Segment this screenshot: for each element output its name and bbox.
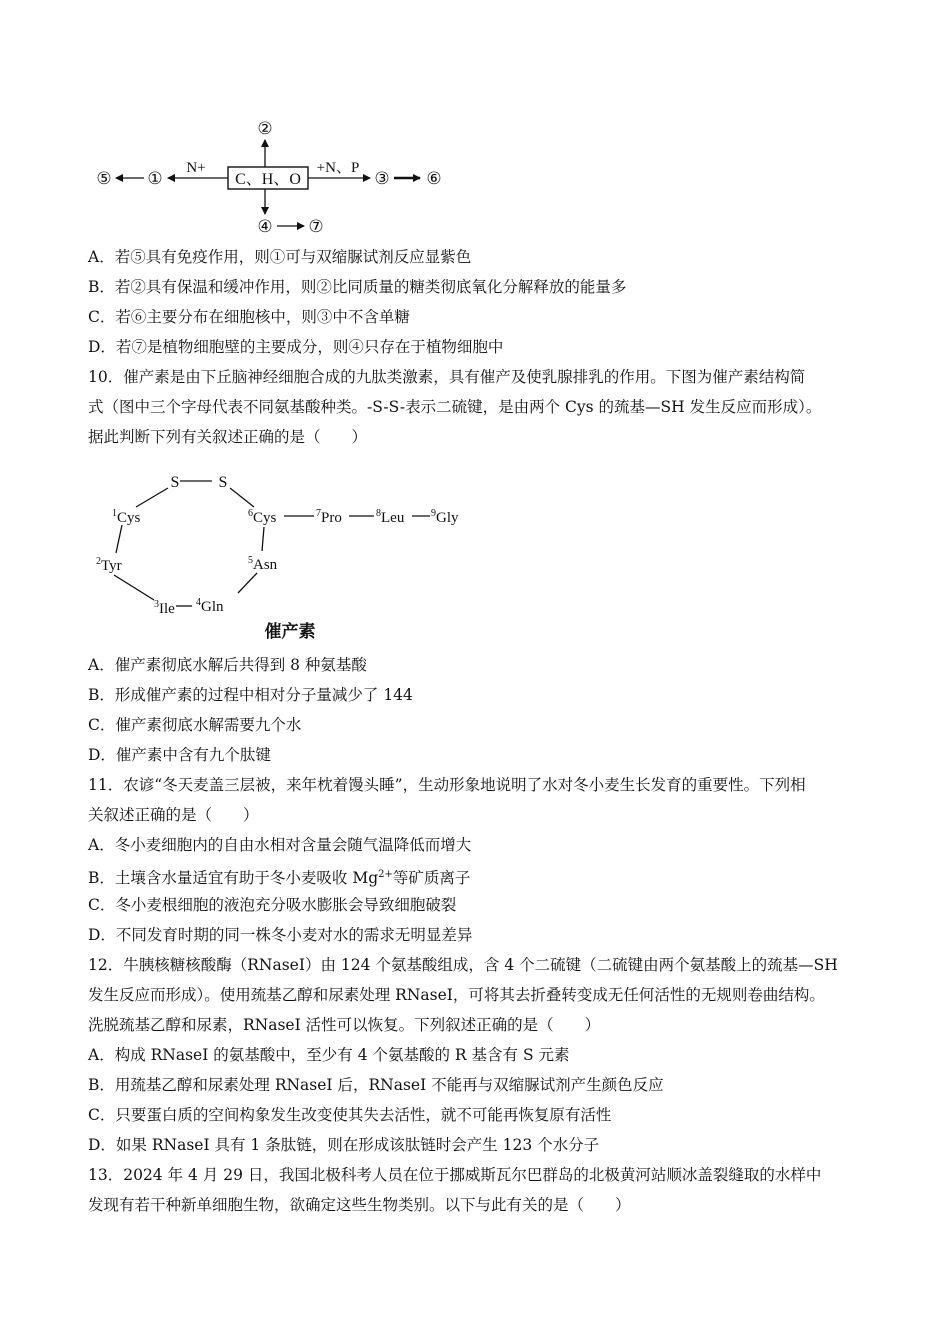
q10-option-b: B．形成催产素的过程中相对分子量减少了 144	[88, 686, 413, 704]
q9-option-c: C．若⑥主要分布在细胞核中，则③中不含单糖	[88, 308, 410, 326]
q13-stem-line1: 13．2024 年 4 月 29 日，我国北极科考人员在位于挪威斯瓦尔巴群岛的北极黄河站顺冰盖裂缝取的水样中	[88, 1166, 822, 1184]
q11-stem-line2: 关叙述正确的是（ ）	[88, 806, 259, 824]
center-label: C、H、O	[235, 171, 301, 188]
q12-option-c: C．只要蛋白质的空间构象发生改变使其失去活性，就不可能再恢复原有活性	[88, 1106, 612, 1124]
node-6: ⑥	[426, 169, 442, 188]
q12-option-a: A．构成 RNaseI 的氨基酸中，至少有 4 个氨基酸的 R 基含有 S 元素	[88, 1046, 570, 1064]
q10-stem-line1: 10．催产素是由下丘脑神经细胞合成的九肽类激素，具有催产及使乳腺排乳的作用。下图为催产素结构简	[88, 368, 806, 386]
node-7: ⑦	[308, 217, 324, 236]
residue-6-cys: $^6$Cys	[248, 508, 277, 526]
q12-option-b: B．用巯基乙醇和尿素处理 RNaseI 后，RNaseI 不能再与双缩脲试剂产生颜色反应	[88, 1076, 664, 1094]
node-4: ④	[257, 217, 273, 236]
left-label: N+	[186, 160, 206, 176]
q11-option-d: D．不同发育时期的同一株冬小麦对水的需求无明显差异	[88, 926, 473, 944]
sulfur-1: S	[170, 474, 180, 491]
q11-option-b-superscript: 2+	[378, 869, 393, 880]
node-1: ①	[147, 169, 163, 188]
q12-stem-line2: 发生反应而形成）。使用巯基乙醇和尿素处理 RNaseI，可将其去折叠转变成无任何活性的无规则卷曲结构。	[88, 986, 825, 1004]
element-flow-diagram	[92, 112, 462, 242]
residue-2-tyr: $^2$Tyr	[96, 556, 122, 574]
q11-option-c: C．冬小麦根细胞的液泡充分吸水膨胀会导致细胞破裂	[88, 896, 457, 914]
node-3: ③	[374, 169, 390, 188]
residue-3-ile: $^3$Ile	[154, 599, 175, 617]
sulfur-2: S	[218, 474, 228, 491]
residue-1-cys: $^1$Cys	[112, 508, 141, 526]
q12-stem-line1: 12．牛胰核糖核酸酶（RNaseI）由 124 个氨基酸组成，含 4 个二硫键（二硫键由两个氨基酸上的巯基—SH	[88, 956, 838, 974]
residue-8-leu: $^8$Leu	[376, 508, 405, 526]
residue-5-asn: $^5$Asn	[248, 555, 278, 573]
residue-4-gln: $^4$Gln	[196, 597, 224, 615]
q11-option-b	[88, 865, 470, 888]
q10-option-d: D．催产素中含有九个肽键	[88, 746, 271, 764]
q11-stem-line1: 11．农谚“冬天麦盖三层被，来年枕着馒头睡”，生动形象地说明了水对冬小麦生长发育的重要性。下列相	[88, 776, 806, 794]
node-5: ⑤	[96, 169, 112, 188]
q11-option-b-text: B．土壤含水量适宜有助于冬小麦吸收 Mg	[88, 869, 379, 888]
q12-stem-line3: 洗脱巯基乙醇和尿素，RNaseI 活性可以恢复。下列叙述正确的是（ ）	[88, 1016, 601, 1034]
q10-stem-line2: 式（图中三个字母代表不同氨基酸种类。-S-S-表示二硫键，是由两个 Cys 的巯基—SH 发生反应而形成）。	[88, 398, 822, 416]
q10-stem-line3: 据此判断下列有关叙述正确的是（ ）	[88, 428, 368, 446]
right-label: +N、P	[316, 160, 360, 176]
node-2: ②	[257, 119, 273, 138]
q9-option-d: D．若⑦是植物细胞壁的主要成分，则④只存在于植物细胞中	[88, 338, 504, 356]
q10-option-c: C．催产素彻底水解需要九个水	[88, 716, 302, 734]
q9-option-b: B．若②具有保温和缓冲作用，则②比同质量的糖类彻底氧化分解释放的能量多	[88, 278, 627, 296]
q11-option-b-text-end: 等矿质离子	[392, 869, 471, 888]
q13-stem-line2: 发现有若干种新单细胞生物，欲确定这些生物类别。以下与此有关的是（ ）	[88, 1196, 631, 1214]
q12-option-d: D．如果 RNaseI 具有 1 条肽链，则在形成该肽链时会产生 123 个水分子	[88, 1136, 600, 1154]
figure-caption: 催产素	[264, 622, 316, 641]
residue-7-pro: $^7$Pro	[316, 508, 342, 526]
q10-option-a: A．催产素彻底水解后共得到 8 种氨基酸	[88, 656, 367, 674]
residue-9-gly: $^9$Gly	[431, 508, 459, 526]
oxytocin-structure-figure	[92, 465, 472, 645]
q9-option-a: A．若⑤具有免疫作用，则①可与双缩脲试剂反应显紫色	[88, 248, 472, 266]
q11-option-a: A．冬小麦细胞内的自由水相对含量会随气温降低而增大	[88, 836, 472, 854]
